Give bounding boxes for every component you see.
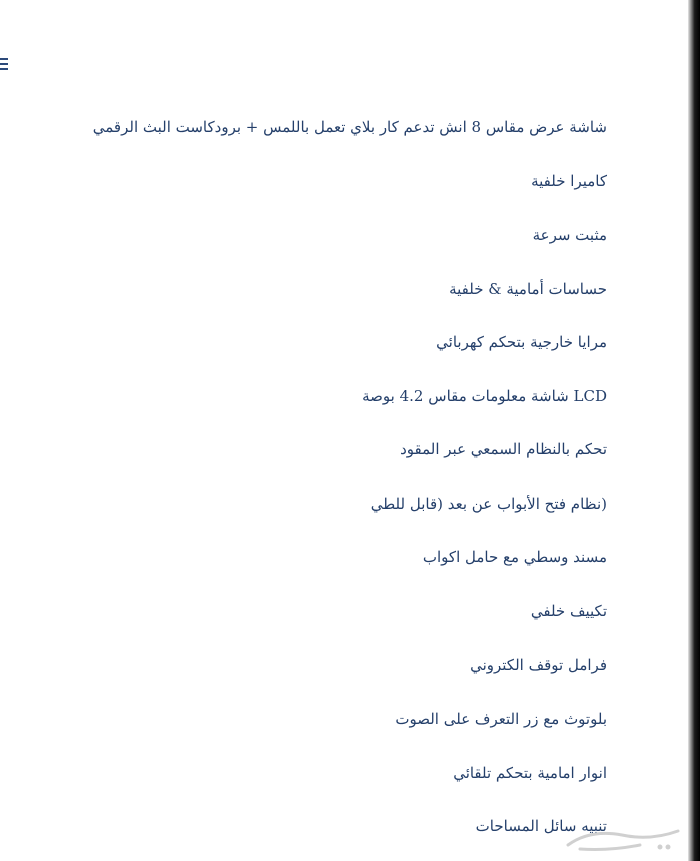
window-edge — [688, 0, 700, 861]
feature-item: انوار امامية بتحكم تلقائي — [453, 764, 607, 782]
feature-item: بلوتوث مع زر التعرف على الصوت — [395, 710, 607, 728]
haraj-watermark-logo — [560, 821, 690, 855]
feature-item: مرايا خارجية بتحكم كهربائي — [436, 333, 607, 351]
feature-item: شاشة عرض مقاس 8 انش تدعم كار بلاي تعمل باللمس + برودكاست البث الرقمي — [92, 118, 607, 136]
feature-item: حساسات أمامية & خلفية — [449, 280, 607, 298]
feature-item: مسند وسطي مع حامل اكواب — [422, 548, 607, 566]
feature-item: (نظام فتح الأبواب عن بعد (قابل للطي — [370, 495, 607, 513]
feature-item: LCD شاشة معلومات مقاس 4.2 بوصة — [362, 387, 607, 405]
feature-item: كاميرا خلفية — [531, 172, 607, 190]
feature-item: تكييف خلفي — [530, 602, 607, 620]
feature-item: مثبت سرعة — [532, 226, 607, 244]
feature-item: تنبيه سائل المساحات — [475, 817, 607, 835]
feature-item: فرامل توقف الكتروني — [470, 656, 607, 674]
feature-item: تحكم بالنظام السمعي عبر المقود — [400, 440, 607, 458]
